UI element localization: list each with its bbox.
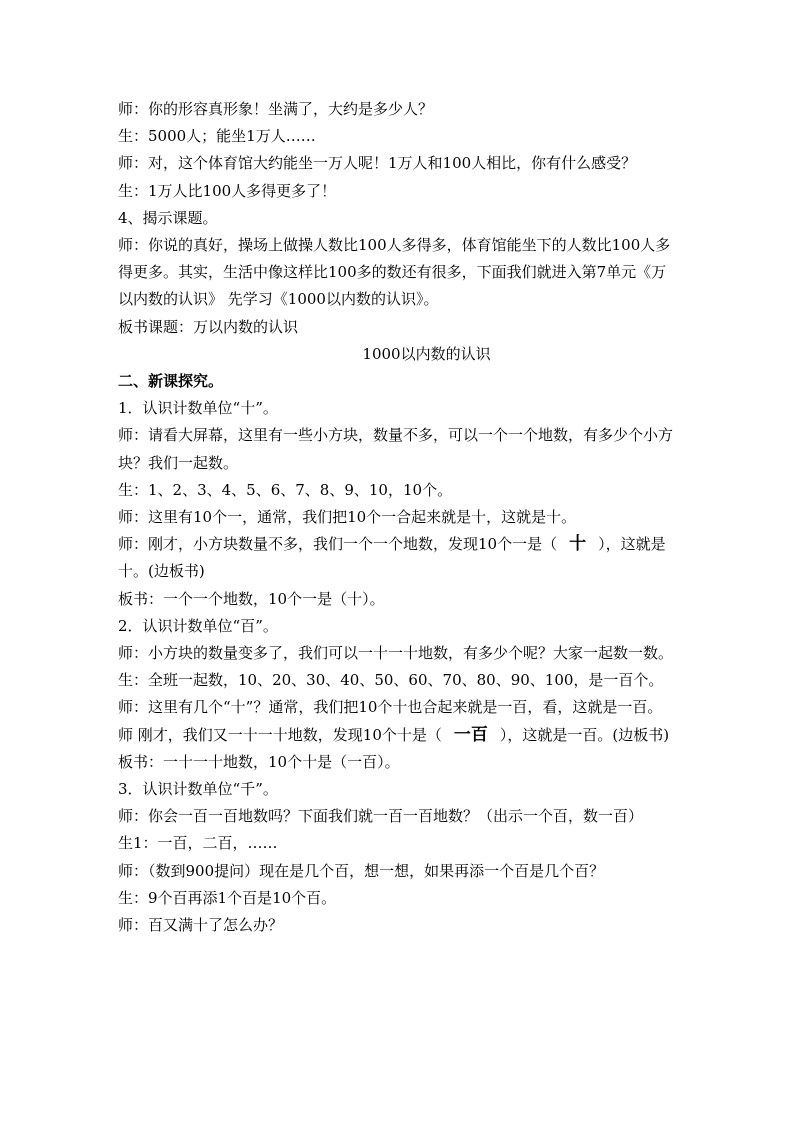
blank-before: 师 刚才，我们又一十一十地数，发现10个十是（: [118, 725, 442, 744]
blank-before: 师：刚才，小方块数量不多，我们一个一个地数，发现10个一是（: [118, 535, 558, 554]
blank-answer: 十: [569, 534, 587, 555]
dialogue-line: 师：（数到900提问）现在是几个百，想一想，如果再添一个百是几个百？: [118, 861, 605, 880]
dialogue-line: 生：1万人比100人多得更多了！: [118, 181, 337, 200]
section-heading: 二、新课探究。: [118, 372, 224, 391]
board-title: 板书课题：万以内数的认识: [118, 317, 299, 336]
dialogue-line: 生：5000人；能坐1万人……: [118, 127, 316, 146]
fill-blank-line-hundred: [118, 722, 680, 749]
board-note: 板书：一个一个地数，10个一是（十）。: [118, 589, 385, 608]
step-heading: 2．认识计数单位“百”。: [118, 616, 278, 635]
dialogue-line: 师：对，这个体育馆大约能坐一万人呢！1万人和100人相比，你有什么感受？: [118, 154, 637, 173]
dialogue-line: 生：1、2、3、4、5、6、7、8、9、10，10个。: [118, 480, 453, 499]
step-heading: 4、揭示课题。: [118, 208, 218, 227]
dialogue-line: 师：你的形容真形象！坐满了，大约是多少人？: [118, 100, 434, 118]
lesson-text: [118, 96, 680, 939]
dialogue-line: 生1：一百，二百，……: [118, 834, 278, 853]
dialogue-line: 师：这里有几个“十”？通常，我们把10个十也合起来就是一百，看，这就是一百。: [118, 698, 663, 717]
dialogue-line: 师：你说的真好，操场上做操人数比100人多得多，体育馆能坐下的人数比100人多得更多。其实，生活中像这样比100多的数还有很多，下面我们就进入第7单元《万以内数的认识》 先学习《1000以内数的认识》。: [118, 236, 671, 309]
step-heading: 3．认识计数单位“千”。: [118, 780, 278, 799]
blank-answer: 一百: [453, 724, 488, 745]
blank-after: ），这就是一百。(边板书): [499, 725, 670, 744]
dialogue-line: 师：这里有10个一，通常，我们把10个一合起来就是十，这就是十。: [118, 508, 577, 527]
dialogue-line: 生：9个百再添1个百是10个百。: [118, 888, 337, 907]
dialogue-line: 生：全班一起数，10、20、30、40、50、60、70、80、90、100，是一百个。: [118, 671, 664, 690]
dialogue-line: 师：请看大屏幕，这里有一些小方块，数量不多，可以一个一个地数，有多少个小方块？我们一起数。: [118, 426, 674, 472]
fill-blank-line-ten: [118, 531, 680, 585]
board-note: 板书：一十一十地数，10个十是（一百）。: [118, 752, 400, 771]
blank-after: ），这就是十。(边板书): [118, 535, 666, 581]
step-heading: 1．认识计数单位“十”。: [118, 399, 278, 418]
dialogue-line: 师：百又满十了怎么办？: [118, 916, 284, 935]
board-subtitle: 1000以内数的认识: [362, 344, 491, 363]
dialogue-line: 师：小方块的数量变多了，我们可以一十一十地数，有多少个呢？大家一起数一数。: [118, 644, 674, 663]
dialogue-line: 师：你会一百一百地数吗？下面我们就一百一百地数？（出示一个百，数一百）: [118, 807, 644, 826]
